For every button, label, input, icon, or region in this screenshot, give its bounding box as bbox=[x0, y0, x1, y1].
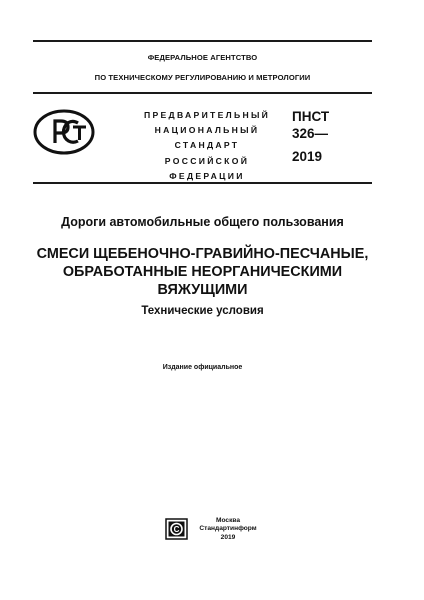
standard-type bbox=[144, 108, 270, 184]
standard-code-number: 326— bbox=[292, 126, 329, 141]
official-edition: Издание официальное bbox=[162, 364, 243, 371]
top-rule bbox=[33, 40, 372, 42]
gost-r-emblem-icon bbox=[33, 109, 95, 155]
agency-name-line2: ПО ТЕХНИЧЕСКОМУ РЕГУЛИРОВАНИЮ И МЕТРОЛОГИИ bbox=[94, 73, 311, 82]
publication-year: 2019 bbox=[220, 533, 236, 541]
publisher-info bbox=[188, 517, 268, 542]
standard-type-line: ФЕДЕРАЦИИ bbox=[169, 170, 245, 181]
document-title-line: СМЕСИ ЩЕБЕНОЧНО-ГРАВИЙНО-ПЕСЧАНЫЕ, bbox=[36, 246, 369, 262]
publisher-name: Стандартинформ bbox=[199, 525, 257, 533]
standard-type-line: СТАНДАРТ bbox=[174, 140, 240, 151]
standard-code-prefix: ПНСТ bbox=[292, 109, 330, 124]
standard-type-line: РОССИЙСКОЙ bbox=[164, 155, 250, 166]
publisher-city: Москва bbox=[215, 517, 241, 524]
technical-conditions: Технические условия bbox=[141, 305, 264, 317]
document-title bbox=[20, 245, 385, 299]
standard-type-line: ПРЕДВАРИТЕЛЬНЫЙ bbox=[144, 110, 271, 120]
standard-code-year: 2019 bbox=[292, 149, 323, 164]
publisher-logo-letter: С bbox=[173, 525, 180, 534]
document-title-line: ОБРАБОТАННЫЕ НЕОРГАНИЧЕСКИМИ bbox=[62, 264, 343, 280]
standard-rule bbox=[33, 182, 372, 184]
agency-name-line1: ФЕДЕРАЛЬНОЕ АГЕНТСТВО bbox=[147, 53, 258, 62]
standard-code bbox=[292, 108, 329, 165]
document-subtitle: Дороги автомобильные общего пользования bbox=[61, 215, 344, 229]
standartinform-logo-icon bbox=[165, 518, 188, 540]
document-title-line: ВЯЖУЩИМИ bbox=[157, 282, 248, 298]
header-rule bbox=[33, 92, 372, 94]
standard-type-line: НАЦИОНАЛЬНЫЙ bbox=[154, 125, 260, 136]
